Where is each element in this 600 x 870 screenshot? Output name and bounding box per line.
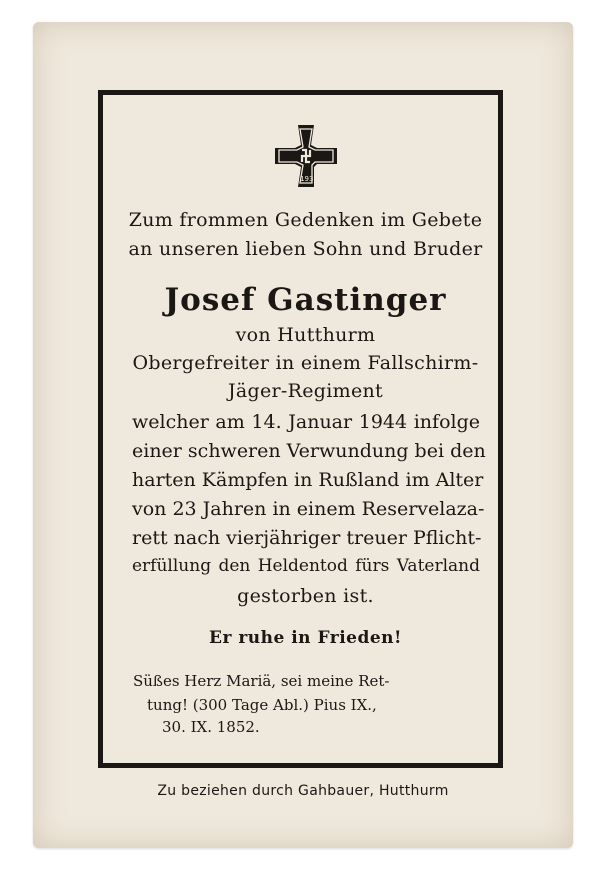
- body-line-3: harten Kämpfen in Rußland im Alter: [132, 469, 484, 491]
- rank-line-2: Jäger-Regiment: [228, 380, 383, 402]
- intro-line-2: an unseren lieben Sohn und Bruder: [128, 238, 483, 260]
- iron-cross-icon: [273, 123, 339, 189]
- svg-text:1939: 1939: [300, 175, 318, 183]
- origin-line: von Hutthurm: [235, 324, 376, 346]
- body-line-1: welcher am 14. Januar 1944 infolge: [132, 411, 480, 433]
- body-line-7: gestorben ist.: [237, 585, 374, 607]
- body-line-4: von 23 Jahren in einem Reservelaza-: [132, 498, 485, 520]
- deceased-name: Josef Gastinger: [164, 282, 447, 318]
- rank-line-1: Obergefreiter in einem Fallschirm-: [132, 352, 479, 374]
- rip-line: Er ruhe in Frieden!: [208, 628, 402, 648]
- prayer-line-3: 30. IX. 1852.: [162, 718, 260, 736]
- intro-line-1: Zum frommen Gedenken im Gebete: [128, 209, 483, 231]
- body-line-5: rett nach vierjähriger treuer Pflicht-: [132, 527, 482, 549]
- body-line-6: erfüllung den Heldentod fürs Vaterland: [132, 556, 480, 576]
- prayer-line-1: Süßes Herz Mariä, sei meine Ret-: [133, 672, 390, 690]
- body-line-2: einer schweren Verwundung bei den: [132, 440, 486, 462]
- publisher-footer: Zu beziehen durch Gahbauer, Hutthurm: [157, 783, 449, 799]
- prayer-line-2: tung! (300 Tage Abl.) Pius IX.,: [147, 696, 377, 714]
